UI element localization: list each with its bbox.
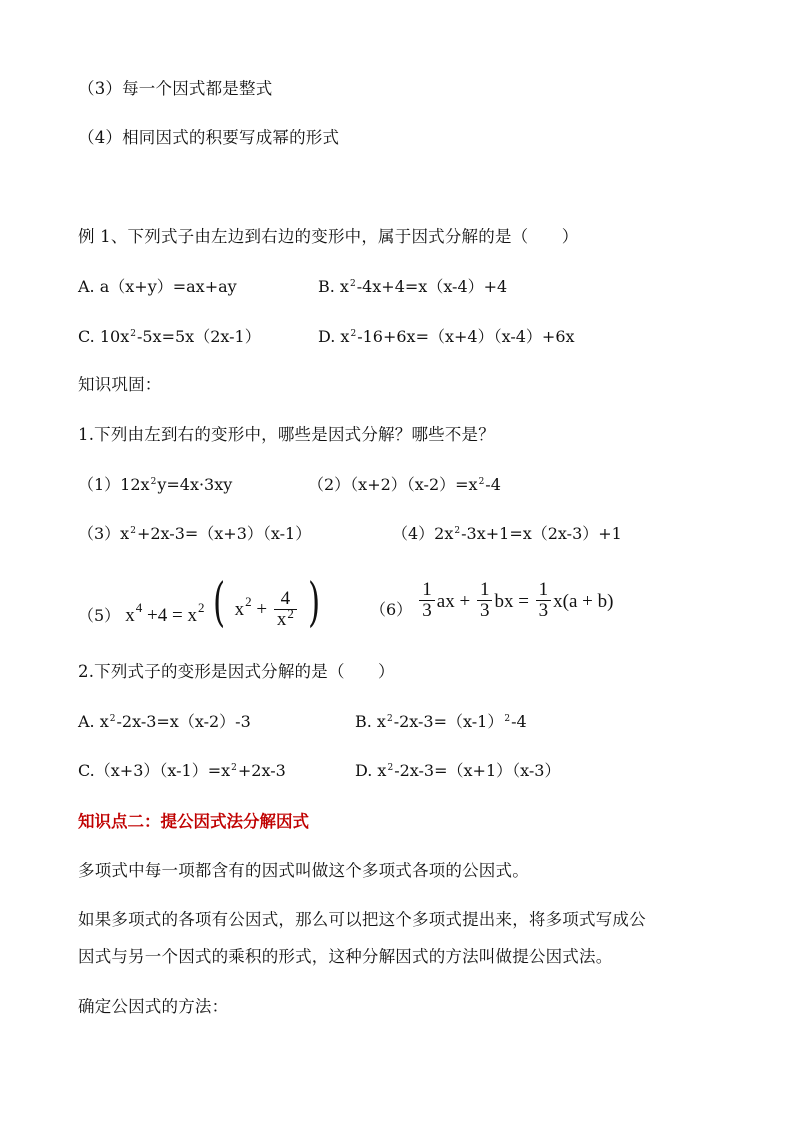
question-1-item-5: （5） $x^4 +4 = x^2$ ( $x^2$ + $\frac{4}{x^2}$ )	[78, 573, 320, 633]
question-1-item-3: $(3)x^2+2x-3=(x+3)(x-1)$	[78, 524, 312, 543]
example-1-option-a: A. a（x+y）=ax+ay	[78, 277, 237, 296]
question-1-item-6: （6） $\frac{1}{3}$ ax + $\frac{1}{3}$ bx = $\frac{1}{3}$ x(a + b)	[370, 579, 614, 621]
determine-common-factor-label: 确定公因式的方法：	[78, 997, 229, 1016]
condition-3: （3）每一个因式都是整式	[78, 79, 273, 98]
consolidation-heading: 知识巩固：	[78, 375, 162, 394]
question-2-option-b: B. $x^2-2x-3=(x-1)^2-4$	[355, 712, 527, 731]
example-1-option-d: D. $x^2-16+6x=(x+4)(x-4)+6x$	[318, 327, 575, 346]
condition-4: （4）相同因式的积要写成幂的形式	[78, 128, 340, 147]
question-1-item-2: $(2)(x+2)(x-2)=x^2-4$	[308, 475, 501, 494]
example-1-option-c: C. $10x^2-5x=5x(2x-1)$	[78, 327, 261, 346]
example-1-question: 例 1、下列式子由左边到右边的变形中，属于因式分解的是（ ）	[78, 227, 579, 246]
question-2: 2.下列式子的变形是因式分解的是（ ）	[78, 662, 395, 681]
example-1-option-b: B. $x^2-4x+4=x(x-4)+4$	[318, 277, 508, 296]
question-1-item-1: $(1)12x^2y=4x\cdot 3xy$	[78, 475, 233, 494]
question-1: 1.下列由左到右的变形中，哪些是因式分解？哪些不是？	[78, 425, 495, 444]
question-2-option-c: $C.(x+3)(x-1)=x^2+2x-3$	[78, 761, 286, 780]
formula-5: $x^4 +4 = x^2$	[125, 599, 205, 626]
section-heading: 知识点二：提公因式法分解因式	[78, 812, 309, 831]
question-2-option-d: D. $x^2-2x-3=(x+1)(x-3)$	[355, 761, 561, 780]
question-2-option-a: A. $x^2-2x-3=x(x-2)-3$	[78, 712, 251, 731]
fraction-4-over-x2: $\frac{4}{x^2}$	[274, 589, 297, 631]
left-paren: (	[213, 573, 226, 633]
method-paragraph-line-2: 因式与另一个因式的乘积的形式，这种分解因式的方法叫做提公因式法。	[78, 947, 613, 966]
definition-paragraph: 多项式中每一项都含有的因式叫做这个多项式各项的公因式。	[78, 861, 529, 880]
method-paragraph-line-1: 如果多项式的各项有公因式，那么可以把这个多项式提出来，将多项式写成公	[78, 910, 646, 929]
question-1-item-4: $(4)2x^2-3x+1=x(2x-3)+1$	[392, 524, 622, 543]
formula-6: $\frac{1}{3}$ ax + $\frac{1}{3}$ bx = $\frac{1}{3}$ x(a + b)	[417, 589, 613, 610]
right-paren: )	[307, 573, 320, 633]
